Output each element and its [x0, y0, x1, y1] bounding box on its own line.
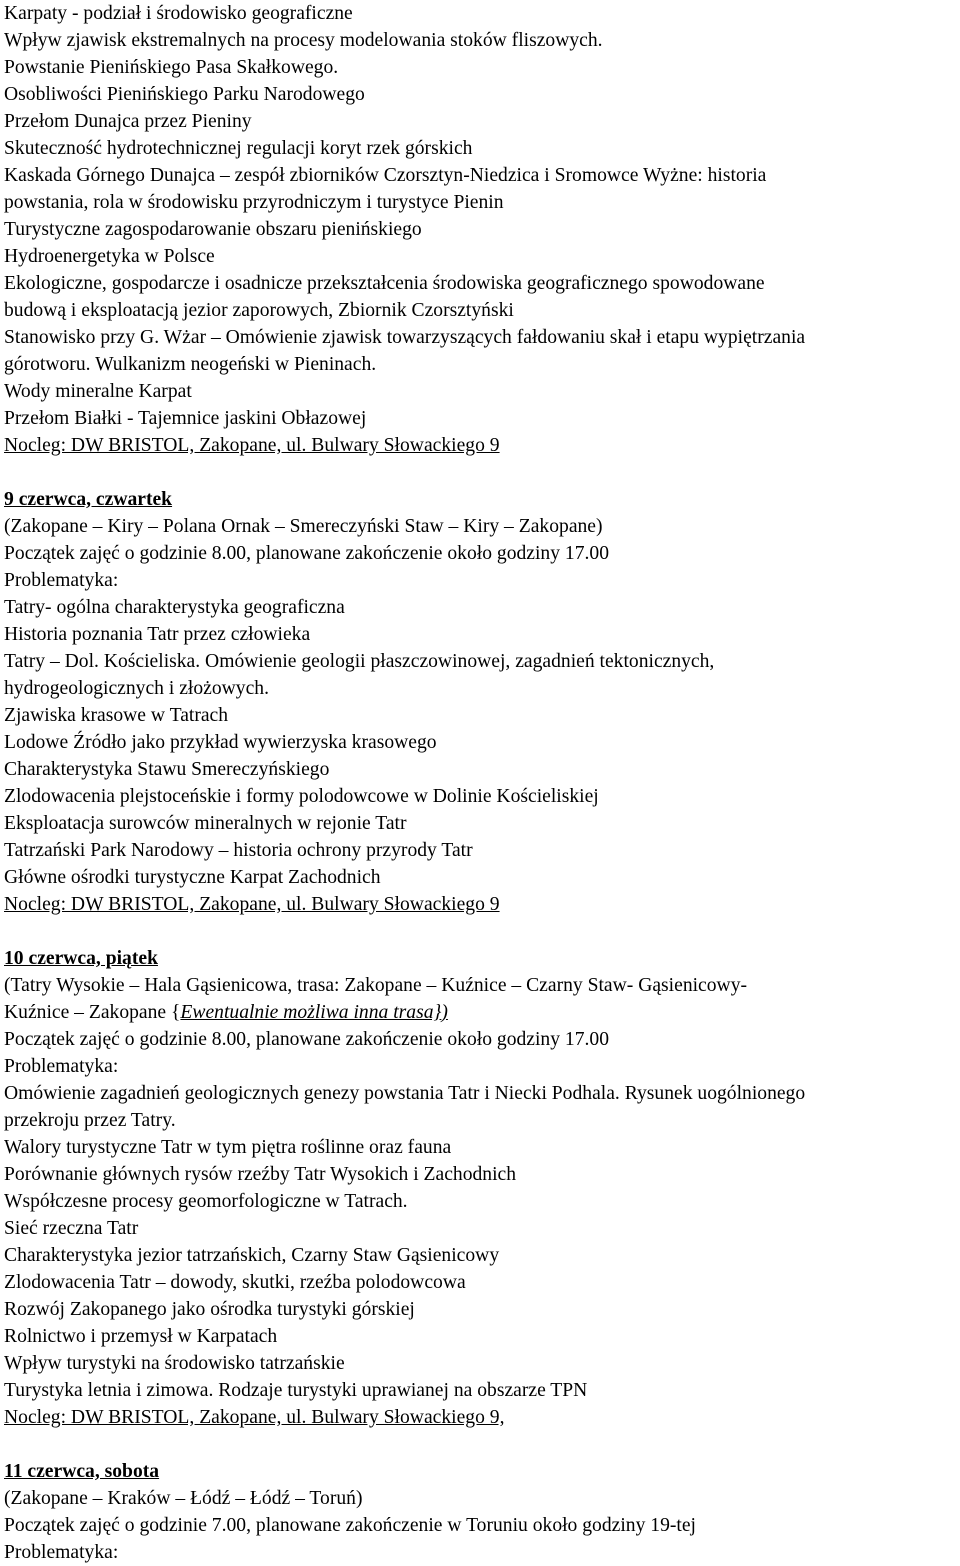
day-heading: 9 czerwca, czwartek [4, 489, 173, 510]
spacer [4, 459, 957, 486]
problem-label: Problematyka: [4, 1542, 119, 1563]
lodging-note: Nocleg: DW BRISTOL, Zakopane, ul. Bulwary Słowackiego 9 [4, 894, 500, 915]
topic-line: Charakterystyka jezior tatrzańskich, Czarny Staw Gąsienicowy [4, 1245, 500, 1266]
topic-line: Walory turystyczne Tatr w tym piętra roślinne oraz fauna [4, 1137, 452, 1158]
topic-line: Turystyczne zagospodarowanie obszaru pienińskiego [4, 219, 422, 240]
start-time-text: Początek zajęć o godzinie 7.00, planowane zakończenie w Toruniu około godziny 19-tej [4, 1515, 696, 1536]
day-heading: 10 czerwca, piątek [4, 948, 158, 969]
topic-line: Osobliwości Pienińskiego Parku Narodowego [4, 84, 365, 105]
topic-line: hydrogeologicznych i złożowych. [4, 678, 269, 699]
topic-line: Rozwój Zakopanego jako ośrodka turystyki górskiej [4, 1299, 415, 1320]
spacer [4, 918, 957, 945]
topic-line: Współczesne procesy geomorfologiczne w Tatrach. [4, 1191, 408, 1212]
topic-line: Wpływ turystyki na środowisko tatrzańskie [4, 1353, 345, 1374]
day-heading: 11 czerwca, sobota [4, 1461, 160, 1482]
topic-line: Karpaty - podział i środowisko geograficzne [4, 3, 353, 24]
topic-line: Sieć rzeczna Tatr [4, 1218, 139, 1239]
problem-label: Problematyka: [4, 1056, 119, 1077]
route-suffix: ) [441, 1002, 448, 1023]
section-day-9 [4, 486, 957, 918]
topic-line: Przełom Dunajca przez Pieniny [4, 111, 252, 132]
topic-line: Tatry- ogólna charakterystyka geograficzna [4, 597, 345, 618]
route-alternative-note: Ewentualnie możliwa inna trasa} [180, 1002, 442, 1023]
section-day-10 [4, 945, 957, 1431]
section-pieniny-topics [4, 0, 957, 459]
topic-line: Porównanie głównych rysów rzeźby Tatr Wysokich i Zachodnich [4, 1164, 517, 1185]
topic-line: budową i eksploatacją jezior zaporowych, Zbiornik Czorsztyński [4, 300, 514, 321]
topic-line: Tatry – Dol. Kościeliska. Omówienie geologii płaszczowinowej, zagadnień tektonicznych, [4, 651, 715, 672]
topic-line: Historia poznania Tatr przez człowieka [4, 624, 311, 645]
section-day-11 [4, 1458, 957, 1566]
route-text: (Tatry Wysokie – Hala Gąsienicowa, trasa: Zakopane – Kuźnice – Czarny Staw- Gąsienicowy- [4, 975, 748, 996]
topic-line: powstania, rola w środowisku przyrodniczym i turystyce Pienin [4, 192, 504, 213]
lodging-note: Nocleg: DW BRISTOL, Zakopane, ul. Bulwary Słowackiego 9, [4, 1407, 505, 1428]
topic-line: Tatrzański Park Narodowy – historia ochrony przyrody Tatr [4, 840, 473, 861]
topic-line: Skuteczność hydrotechnicznej regulacji koryt rzek górskich [4, 138, 473, 159]
route-text [4, 999, 957, 1026]
spacer [4, 1431, 957, 1458]
topic-line: Przełom Białki - Tajemnice jaskini Obłazowej [4, 408, 367, 429]
topic-line: Turystyka letnia i zimowa. Rodzaje turystyki uprawianej na obszarze TPN [4, 1380, 588, 1401]
topic-line: przekroju przez Tatry. [4, 1110, 176, 1131]
topic-line: Zlodowacenia plejstoceńskie i formy polodowcowe w Dolinie Kościeliskiej [4, 786, 599, 807]
topic-line: Eksploatacja surowców mineralnych w rejonie Tatr [4, 813, 407, 834]
topic-line: Omówienie zagadnień geologicznych genezy powstania Tatr i Niecki Podhala. Rysunek uogólnionego [4, 1083, 806, 1104]
route-text: (Zakopane – Kiry – Polana Ornak – Smereczyński Staw – Kiry – Zakopane) [4, 516, 603, 537]
route-text: (Zakopane – Kraków – Łódź – Łódź – Toruń) [4, 1488, 363, 1509]
topic-line: górotworu. Wulkanizm neogeński w Pieninach. [4, 354, 377, 375]
topic-line: Rolnictwo i przemysł w Karpatach [4, 1326, 278, 1347]
topic-line: Lodowe Źródło jako przykład wywierzyska krasowego [4, 732, 437, 753]
topic-line: Powstanie Pienińskiego Pasa Skałkowego. [4, 57, 339, 78]
topic-line: Wody mineralne Karpat [4, 381, 192, 402]
route-prefix: Kuźnice – Zakopane { [4, 1002, 181, 1023]
topic-line: Hydroenergetyka w Polsce [4, 246, 215, 267]
topic-line: Zjawiska krasowe w Tatrach [4, 705, 229, 726]
lodging-note: Nocleg: DW BRISTOL, Zakopane, ul. Bulwary Słowackiego 9 [4, 435, 500, 456]
topic-line: Zlodowacenia Tatr – dowody, skutki, rzeźba polodowcowa [4, 1272, 466, 1293]
problem-label: Problematyka: [4, 570, 119, 591]
topic-line: Główne ośrodki turystyczne Karpat Zachodnich [4, 867, 381, 888]
topic-line: Ekologiczne, gospodarcze i osadnicze przekształcenia środowiska geograficznego spowodowane [4, 273, 765, 294]
topic-line: Wpływ zjawisk ekstremalnych na procesy modelowania stoków fliszowych. [4, 30, 603, 51]
topic-line: Stanowisko przy G. Wżar – Omówienie zjawisk towarzyszących fałdowaniu skał i etapu wypiętrzania [4, 327, 806, 348]
start-time-text: Początek zajęć o godzinie 8.00, planowane zakończenie około godziny 17.00 [4, 543, 610, 564]
topic-line: Charakterystyka Stawu Smereczyńskiego [4, 759, 330, 780]
start-time-text: Początek zajęć o godzinie 8.00, planowane zakończenie około godziny 17.00 [4, 1029, 610, 1050]
topic-line: Kaskada Górnego Dunajca – zespół zbiorników Czorsztyn-Niedzica i Sromowce Wyżne: historia [4, 165, 767, 186]
